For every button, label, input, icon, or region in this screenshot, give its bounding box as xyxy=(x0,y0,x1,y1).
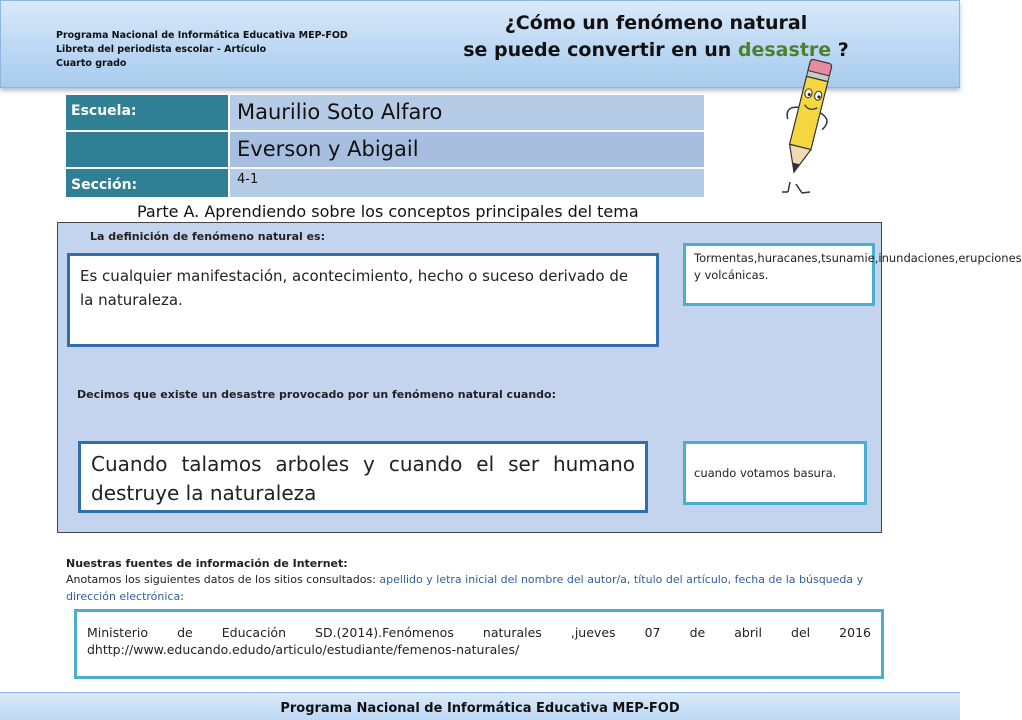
names-value[interactable]: Everson y Abigail xyxy=(230,132,704,167)
title-line-2-pre: se puede convertir en un xyxy=(463,39,738,61)
program-name: Programa Nacional de Informática Educativa MEP-FOD xyxy=(56,30,348,41)
title-accent-word: desastre xyxy=(737,39,832,61)
disaster-extra-box[interactable]: cuando votamos basura. xyxy=(683,441,867,505)
sources-title: Nuestras fuentes de información de Internet: xyxy=(66,557,348,570)
section-row xyxy=(66,169,704,197)
notebook-name: Libreta del periodista escolar - Artículo xyxy=(56,44,267,55)
definition-answer-box[interactable]: Es cualquier manifestación, acontecimiento, hecho o suceso derivado de la naturaleza. xyxy=(67,253,659,347)
grade-label: Cuarto grado xyxy=(56,58,127,69)
names-label xyxy=(66,132,228,167)
footer-banner: Programa Nacional de Informática Educativa MEP-FOD xyxy=(0,692,960,720)
sources-description xyxy=(66,571,876,605)
pencil-mascot-icon xyxy=(768,50,846,195)
definition-label: La definición de fenómeno natural es: xyxy=(90,230,325,243)
names-row xyxy=(66,132,704,167)
section-value[interactable]: 4-1 xyxy=(230,169,704,197)
school-value[interactable]: Maurilio Soto Alfaro xyxy=(230,95,704,130)
source-entry-box[interactable]: Ministerio de Educación SD.(2014).Fenómenos naturales ,jueves 07 de abril del 2016 dhttp://www.educando.edudo/articulo/estudiante/femenos-naturales/ xyxy=(74,609,884,679)
school-info-table xyxy=(66,95,704,199)
section-heading-parte-a: Parte A. Aprendiendo sobre los conceptos principales del tema xyxy=(137,202,639,221)
section-label: Sección: xyxy=(66,169,228,197)
title-line-2-post: ? xyxy=(831,39,849,61)
sources-desc-pre: Anotamos los siguientes datos de los sitios consultados: xyxy=(66,573,380,586)
title-line-1: ¿Cómo un fenómeno natural xyxy=(504,12,808,34)
header-program-info xyxy=(56,29,348,71)
examples-box[interactable]: Tormentas,huracanes,tsunamie,inundaciones,erupciones y volcánicas. xyxy=(683,243,875,306)
disaster-answer-box[interactable]: Cuando talamos arboles y cuando el ser humano destruye la naturaleza xyxy=(78,441,648,513)
school-row xyxy=(66,95,704,130)
school-label: Escuela: xyxy=(66,95,228,130)
sources-desc-post: : xyxy=(180,590,184,603)
disaster-label: Decimos que existe un desastre provocado por un fenómeno natural cuando: xyxy=(77,388,556,401)
sources-desc-highlight: apellido y letra inicial del nombre del autor/a, título del artículo, fecha de la búsqueda y dirección electrónica xyxy=(66,573,864,603)
